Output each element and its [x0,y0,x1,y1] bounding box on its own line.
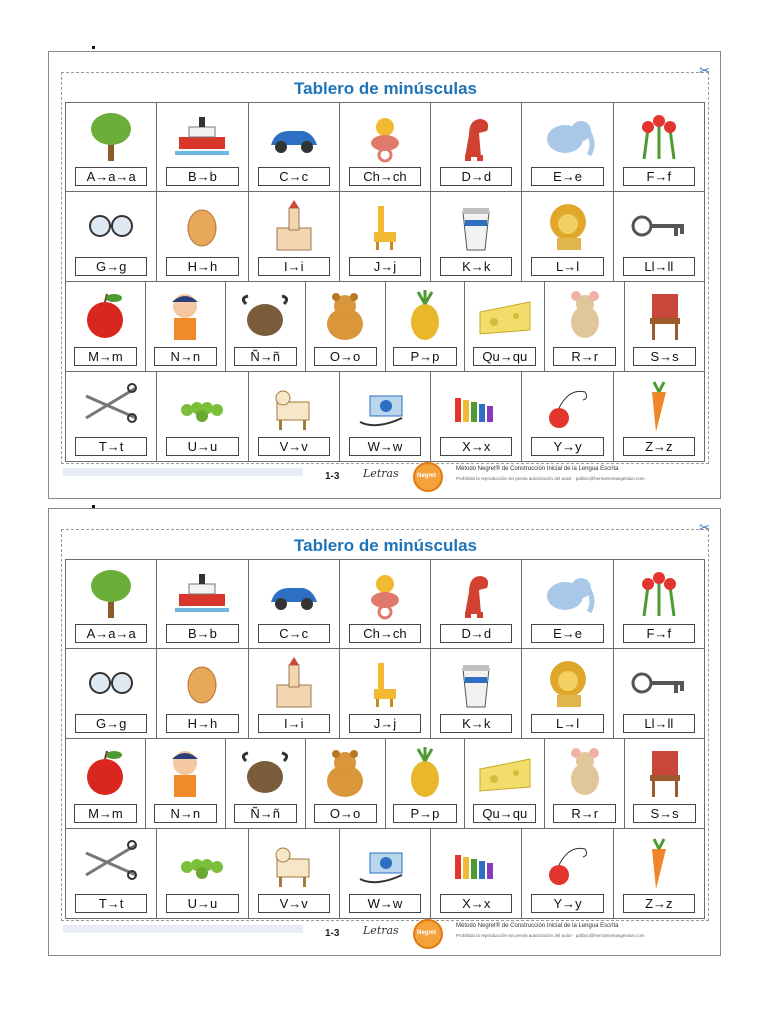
key-icon [630,655,688,711]
letter-card [385,282,465,372]
letter-card [65,649,156,739]
letter-label: B→b [166,624,238,643]
girl-icon [156,288,214,344]
letter-card [65,282,145,372]
letter-label: X→x [440,437,512,456]
letter-label: Ñ→ñ [234,804,297,823]
letter-card [544,282,624,372]
letter-card [339,192,430,282]
lion-icon [539,655,597,711]
letter-label: A→a→a [75,624,147,643]
mouse-icon [556,288,614,344]
letter-label: D→d [440,624,512,643]
letter-card [339,649,430,739]
bear-icon [316,745,374,801]
letter-label: Ch→ch [349,624,421,643]
page-number: 1-3 [325,928,340,939]
letter-card [248,829,339,919]
xylophone-icon [447,835,505,891]
letter-row [65,102,705,192]
brand-logo: Letras [363,924,399,937]
badge-text: Negret [417,473,437,479]
copyright-note: Prohibida la reproducción sin previa autorización del autor · palfaro@herramientasgestion.com [456,933,645,938]
board-sheet [48,51,721,499]
flowers-icon [630,566,688,622]
egg-icon [173,198,231,254]
letter-label: I→i [258,714,330,733]
board-footer [63,466,708,492]
letter-label: Ch→ch [349,167,421,186]
letter-card [225,739,305,829]
letter-card [65,829,156,919]
boat-icon [173,109,231,165]
letter-label: O→o [314,804,377,823]
giraffe-icon [356,655,414,711]
letter-label: P→p [393,347,456,366]
girl-icon [156,745,214,801]
letter-label: J→j [349,257,421,276]
letter-card [339,372,430,462]
letter-card [145,739,225,829]
letter-label: B→b [166,167,238,186]
letter-card [339,102,430,192]
letter-card [521,649,612,739]
letter-label: R→r [553,347,616,366]
letter-row [65,559,705,649]
letter-label: F→f [623,624,695,643]
board-title: Tablero de minúsculas [294,79,477,98]
letter-row [65,739,705,829]
letter-card [613,559,705,649]
cheese-icon [476,745,534,801]
apple-icon [76,288,134,344]
letter-label: R→r [553,804,616,823]
letter-card [613,102,705,192]
method-text: Método Negret® de Construcción Inicial de la Lengua Escrita [456,923,619,929]
letter-label: Ñ→ñ [234,347,297,366]
letter-card [339,559,430,649]
elephant-icon [539,566,597,622]
scissors-icon [82,835,140,891]
letter-label: W→w [349,437,421,456]
letter-card [464,739,544,829]
letter-label: U→u [166,437,238,456]
letter-card [65,559,156,649]
letter-label: H→h [166,714,238,733]
letter-label: Y→y [531,437,603,456]
glasses-icon [82,655,140,711]
letter-card [248,559,339,649]
dinosaur-icon [447,109,505,165]
letter-card [156,829,247,919]
letter-card [430,829,521,919]
letter-card [145,282,225,372]
mouse-icon [556,745,614,801]
letter-card [156,192,247,282]
letter-card [339,829,430,919]
apple-icon [76,745,134,801]
brand-logo: Letras [363,467,399,480]
letter-card [65,372,156,462]
letter-card [613,649,705,739]
letter-card [521,102,612,192]
negret-badge-icon [413,919,443,949]
letter-label: Ll→ll [623,257,695,276]
letter-label: W→w [349,894,421,913]
letter-label: U→u [166,894,238,913]
letter-card [305,282,385,372]
letter-label: G→g [75,257,147,276]
letter-card [156,372,247,462]
church-icon [265,198,323,254]
yoyo-icon [539,835,597,891]
chair-icon [636,745,694,801]
letter-label: T→t [75,437,147,456]
letter-label: C→c [258,624,330,643]
letter-label: J→j [349,714,421,733]
lion-icon [539,198,597,254]
letter-card [248,192,339,282]
carrot-icon [630,835,688,891]
letter-card [521,829,612,919]
letter-card [156,102,247,192]
dinosaur-icon [447,566,505,622]
key-icon [630,198,688,254]
yoyo-icon [539,378,597,434]
letter-label: V→v [258,894,330,913]
pacifier-icon [356,566,414,622]
letter-label: P→p [393,804,456,823]
letter-card [613,372,705,462]
pineapple-icon [396,288,454,344]
kumis-cup-icon [447,198,505,254]
letter-label: L→l [531,257,603,276]
copyright-note: Prohibida la reproducción sin previa autorización del autor · palfaro@herramientasgestion.com [456,476,645,481]
letter-card [624,739,705,829]
letter-card [521,192,612,282]
letter-label: M→m [74,347,137,366]
pacifier-icon [356,109,414,165]
grapes-icon [173,835,231,891]
method-text: Método Negret® de Construcción Inicial de la Lengua Escrita [456,466,619,472]
letter-grid [65,559,705,921]
letter-label: E→e [531,624,603,643]
letter-row [65,372,705,462]
letter-card [624,282,705,372]
letter-label: I→i [258,257,330,276]
walkman-icon [356,378,414,434]
tree-icon [82,109,140,165]
letter-label: A→a→a [75,167,147,186]
letter-label: T→t [75,894,147,913]
letter-label: Z→z [623,437,695,456]
letter-card [65,739,145,829]
scissors-cut-icon: ✂ [699,520,710,535]
letter-card [521,372,612,462]
glasses-icon [82,198,140,254]
letter-label: L→l [531,714,603,733]
letter-card [65,102,156,192]
letter-label: G→g [75,714,147,733]
letter-row [65,192,705,282]
pineapple-icon [396,745,454,801]
letter-label: Z→z [623,894,695,913]
chair-icon [636,288,694,344]
letter-card [156,559,247,649]
letter-label: F→f [623,167,695,186]
carrot-icon [630,378,688,434]
letter-card [248,372,339,462]
car-icon [265,566,323,622]
letter-row [65,829,705,919]
letter-label: N→n [154,804,217,823]
car-icon [265,109,323,165]
grapes-icon [173,378,231,434]
page-number: 1-3 [325,471,340,482]
letter-row [65,649,705,739]
footer-stripe [63,925,303,933]
badge-text: Negret [417,930,437,936]
letter-label: K→k [440,714,512,733]
flowers-icon [630,109,688,165]
board-sheet [48,508,721,956]
letter-label: K→k [440,257,512,276]
letter-card [225,282,305,372]
footer-stripe [63,468,303,476]
giraffe-icon [356,198,414,254]
letter-label: S→s [633,347,696,366]
letter-label: E→e [531,167,603,186]
scissors-icon [82,378,140,434]
letter-card [430,559,521,649]
letter-card [385,739,465,829]
letter-card [305,739,385,829]
church-icon [265,655,323,711]
page-dot [92,46,95,49]
cheese-icon [476,288,534,344]
board-footer [63,923,708,949]
letter-grid [65,102,705,464]
scissors-cut-icon: ✂ [699,63,710,78]
board-title: Tablero de minúsculas [294,536,477,555]
letter-label: V→v [258,437,330,456]
walkman-icon [356,835,414,891]
kumis-cup-icon [447,655,505,711]
letter-label: Y→y [531,894,603,913]
xylophone-icon [447,378,505,434]
letter-label: O→o [314,347,377,366]
letter-label: Qu→qu [473,347,536,366]
egg-icon [173,655,231,711]
letter-card [430,649,521,739]
letter-card [430,372,521,462]
letter-label: Qu→qu [473,804,536,823]
letter-label: M→m [74,804,137,823]
letter-card [613,192,705,282]
letter-label: N→n [154,347,217,366]
letter-label: C→c [258,167,330,186]
letter-card [544,739,624,829]
letter-label: S→s [633,804,696,823]
letter-card [613,829,705,919]
letter-label: D→d [440,167,512,186]
letter-card [65,192,156,282]
gnu-icon [236,288,294,344]
letter-label: H→h [166,257,238,276]
letter-card [248,649,339,739]
tree-icon [82,566,140,622]
cow-icon [265,835,323,891]
bear-icon [316,288,374,344]
elephant-icon [539,109,597,165]
cow-icon [265,378,323,434]
negret-badge-icon [413,462,443,492]
gnu-icon [236,745,294,801]
letter-label: Ll→ll [623,714,695,733]
letter-card [430,192,521,282]
letter-card [248,102,339,192]
letter-card [430,102,521,192]
letter-card [521,559,612,649]
letter-card [156,649,247,739]
letter-label: X→x [440,894,512,913]
letter-row [65,282,705,372]
boat-icon [173,566,231,622]
letter-card [464,282,544,372]
